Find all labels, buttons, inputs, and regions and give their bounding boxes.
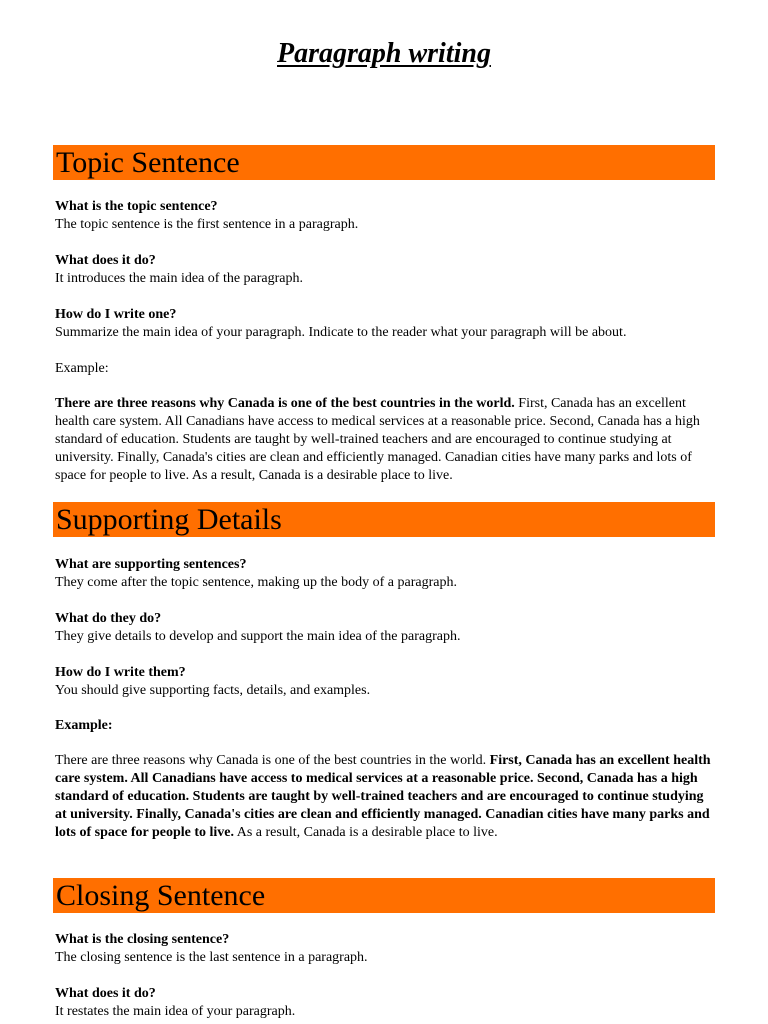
question: How do I write them? xyxy=(55,665,186,680)
example-rest: First, Canada has an excellent health care system. All Canadians have access to medical services at a reasonable price. Second, Canada has a high standard of education. Students are taught by well-trained teachers and are encouraged to continue studying at university. Finally, Canada's cities are clean and efficiently managed. Canadian cities have many parks and lots of space for people to live. As a result, Canada is a desirable place to live. xyxy=(55,396,700,483)
answer: The topic sentence is the first sentence in a paragraph. xyxy=(55,217,359,232)
qa-supporting-do xyxy=(55,610,715,646)
qa-supporting-what xyxy=(55,556,715,592)
example-label: Example: xyxy=(55,718,113,733)
qa-closing-what xyxy=(55,931,715,967)
qa-closing-does xyxy=(55,985,715,1021)
example-paragraph-supporting xyxy=(55,752,715,842)
page-title: Paragraph writing xyxy=(277,38,491,69)
section-heading-closing-sentence: Closing Sentence xyxy=(53,878,715,913)
example-bold-lead: There are three reasons why Canada is one of the best countries in the world. xyxy=(55,396,515,411)
section-heading-topic-sentence: Topic Sentence xyxy=(53,145,715,180)
example-paragraph-topic xyxy=(55,395,715,485)
qa-topic-what xyxy=(55,198,715,234)
answer: Summarize the main idea of your paragraph. Indicate to the reader what your paragraph will be about. xyxy=(55,325,627,340)
question: What is the topic sentence? xyxy=(55,199,218,214)
example-lead: There are three reasons why Canada is one of the best countries in the world. xyxy=(55,753,490,768)
answer: They come after the topic sentence, making up the body of a paragraph. xyxy=(55,575,457,590)
example-tail: As a result, Canada is a desirable place to live. xyxy=(234,825,498,840)
answer: The closing sentence is the last sentence in a paragraph. xyxy=(55,950,368,965)
answer: They give details to develop and support the main idea of the paragraph. xyxy=(55,629,461,644)
question: What does it do? xyxy=(55,986,156,1001)
question: What is the closing sentence? xyxy=(55,932,230,947)
qa-topic-how xyxy=(55,306,715,342)
qa-supporting-how xyxy=(55,664,715,700)
answer: It restates the main idea of your paragraph. xyxy=(55,1004,296,1019)
question: What does it do? xyxy=(55,253,156,268)
question: How do I write one? xyxy=(55,307,177,322)
question: What are supporting sentences? xyxy=(55,557,247,572)
answer: You should give supporting facts, details, and examples. xyxy=(55,683,371,698)
example-label: Example: xyxy=(55,361,109,376)
section-heading-supporting-details: Supporting Details xyxy=(53,502,715,537)
example-bold-mid: First, Canada has an excellent health care system. All Canadians have access to medical services at a reasonable price. Second, Canada has a high standard of education. Students are taught by well-trained teachers and are encouraged to continue studying at university. Finally, Canada's cities are clean and efficiently managed. Canadian cities have many parks and lots of space for people to live. xyxy=(55,753,711,840)
question: What do they do? xyxy=(55,611,162,626)
answer: It introduces the main idea of the paragraph. xyxy=(55,271,304,286)
qa-topic-does xyxy=(55,252,715,288)
